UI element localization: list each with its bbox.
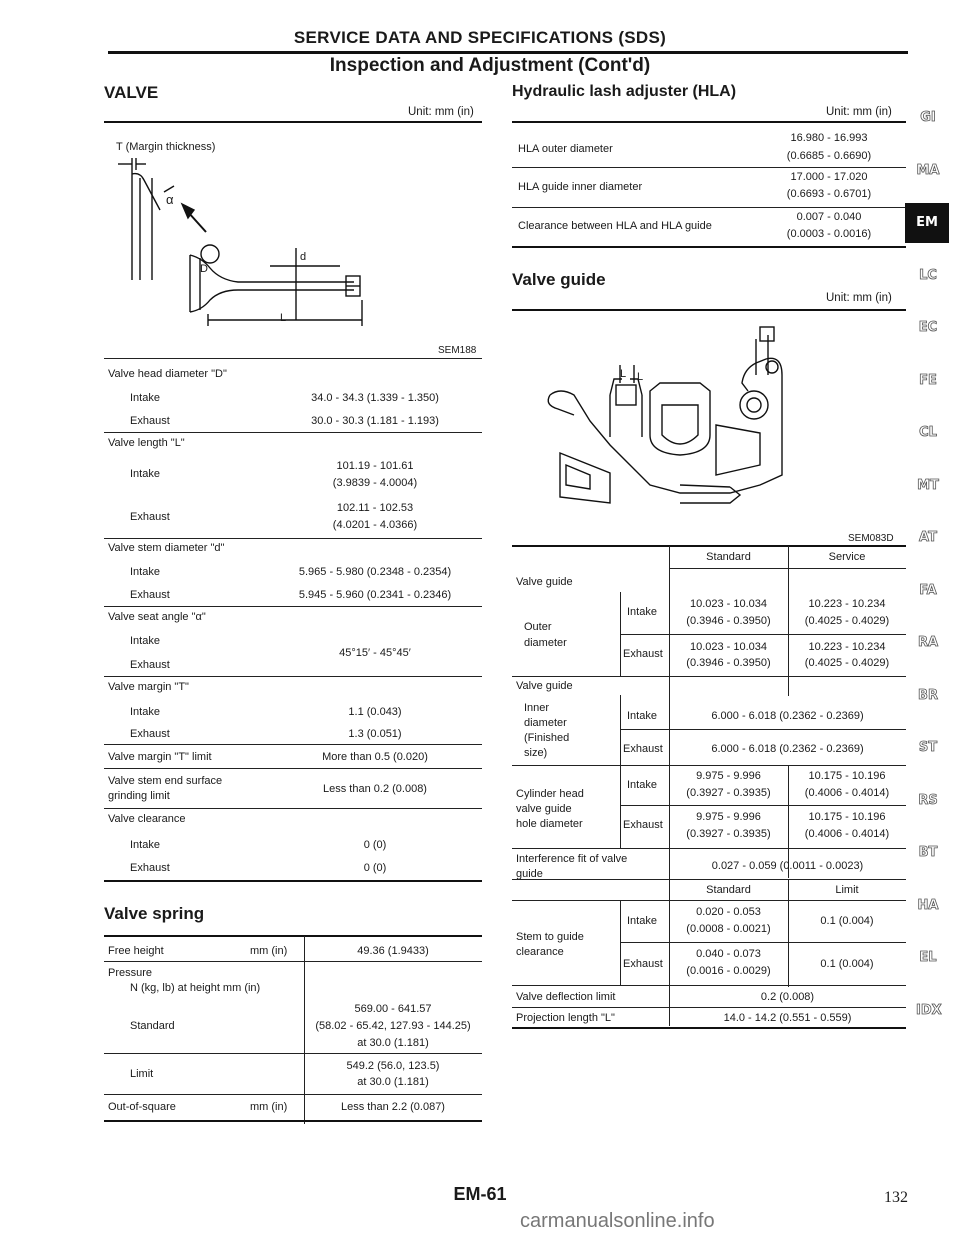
valve-head-intake-label: Intake — [130, 392, 160, 404]
valve-rule — [104, 676, 482, 677]
valve-stem-end-label1: Valve stem end surface — [108, 775, 223, 787]
vg-outer-label1: Outer — [524, 621, 552, 633]
spring-rule — [104, 961, 482, 962]
hla-outer-value1: 16.980 - 16.993 — [790, 132, 868, 144]
valve-clearance-intake-label: Intake — [130, 839, 160, 851]
vg-stem-exhaust-label: Exhaust — [623, 958, 663, 970]
valve-clearance-label: Valve clearance — [108, 813, 186, 825]
section-tab-ra[interactable]: RA — [917, 635, 939, 650]
section-tab-idx[interactable]: IDX — [916, 1002, 942, 1018]
valve-length-exhaust-value1: 102.11 - 102.53 — [336, 502, 414, 514]
vg-inner-label3: (Finished — [524, 732, 570, 744]
valve-length-intake-value2: (3.9839 - 4.0004) — [332, 477, 418, 489]
section-tab-at[interactable]: AT — [919, 530, 937, 545]
hla-guide-inner-value2: (0.6693 - 0.6701) — [786, 188, 872, 200]
spring-top-rule — [104, 935, 482, 937]
spring-standard-value2: (58.02 - 65.42, 127.93 - 144.25) — [315, 1020, 471, 1032]
vg-cyl-label3: hole diameter — [516, 818, 583, 830]
vg-inner-exhaust-label: Exhaust — [623, 743, 663, 755]
valve-stem-end-label2: grinding limit — [108, 790, 170, 802]
vg-cyl-exhaust-label: Exhaust — [623, 819, 663, 831]
valve-figure-caption: T (Margin thickness) — [116, 141, 216, 153]
valve-figure-alpha: α — [166, 192, 174, 207]
hla-outer-label: HLA outer diameter — [518, 143, 613, 155]
valve-margin-exhaust-value: 1.3 (0.051) — [348, 728, 402, 740]
header-rule — [108, 51, 908, 54]
section-tab-ec[interactable]: EC — [918, 320, 938, 335]
valve-figure-L: L — [280, 312, 287, 324]
spring-standard-value1: 569.00 - 641.57 — [354, 1003, 432, 1015]
vg-stem-col-standard: Standard — [706, 884, 751, 896]
vg-deflection-label: Valve deflection limit — [516, 991, 616, 1003]
page-code: EM-61 — [453, 1184, 507, 1204]
vg-outer-exh-srv1: 10.223 - 10.234 — [808, 641, 886, 653]
valve-stem-end-value: Less than 0.2 (0.008) — [323, 783, 427, 795]
vg-rule — [620, 805, 906, 806]
vg-outer-intake-label: Intake — [627, 606, 657, 618]
valve-length-intake-value1: 101.19 - 101.61 — [336, 460, 414, 472]
valve-diagram — [110, 150, 390, 330]
valve-seat-intake-label: Intake — [130, 635, 160, 647]
vg-header-rule — [669, 568, 906, 569]
hla-rule — [512, 167, 906, 168]
vg-inner-exhaust-value: 6.000 - 6.018 (0.2362 - 0.2369) — [711, 743, 864, 755]
vg-rule — [512, 676, 906, 677]
spring-limit-label: Limit — [130, 1068, 154, 1080]
valve-figure-rule — [104, 358, 482, 359]
vg-cyl-intake-label: Intake — [627, 779, 657, 791]
page-header-title: SERVICE DATA AND SPECIFICATIONS (SDS) — [293, 28, 667, 47]
vg-outer-intake-srv2: (0.4025 - 0.4029) — [804, 615, 890, 627]
valve-bottom-rule — [104, 880, 482, 882]
vg-cyl-exh-std1: 9.975 - 9.996 — [696, 811, 761, 823]
hla-rule — [512, 207, 906, 208]
hla-clearance-value2: (0.0003 - 0.0016) — [786, 228, 872, 240]
vg-outer-label2: diameter — [524, 637, 567, 649]
vg-col-standard: Standard — [706, 551, 751, 563]
valve-stem-exhaust-label: Exhaust — [130, 589, 170, 601]
vg-cyl-label1: Cylinder head — [516, 788, 584, 800]
valve-guide-section-title: Valve guide — [512, 270, 606, 289]
valve-figure-D: D — [200, 263, 208, 275]
vg-inner-label1: Inner — [524, 702, 550, 714]
vg-stem-col-limit: Limit — [835, 884, 859, 896]
valve-clearance-exhaust-value: 0 (0) — [363, 862, 387, 874]
spring-limit-value1: 549.2 (56.0, 123.5) — [346, 1060, 440, 1072]
section-tab-ma[interactable]: MA — [916, 162, 940, 178]
vg-subcol-cyl — [620, 765, 621, 849]
vg-projection-label: Projection length "L" — [516, 1012, 615, 1024]
valve-stem-exhaust-value: 5.945 - 5.960 (0.2341 - 0.2346) — [298, 589, 452, 601]
hla-outer-value2: (0.6685 - 0.6690) — [786, 150, 872, 162]
hla-clearance-value1: 0.007 - 0.040 — [796, 211, 862, 223]
valve-seat-exhaust-label: Exhaust — [130, 659, 170, 671]
vg-col-service: Service — [828, 551, 866, 563]
vg-projection-value: 14.0 - 14.2 (0.551 - 0.559) — [723, 1012, 852, 1024]
vg-cyl-exh-std2: (0.3927 - 0.3935) — [686, 828, 771, 840]
valve-rule — [104, 768, 482, 769]
vg-stem-intake-label: Intake — [627, 915, 657, 927]
valve-rule — [104, 538, 482, 539]
vg-outer-exh-srv2: (0.4025 - 0.4029) — [804, 657, 890, 669]
valve-stem-intake-value: 5.965 - 5.980 (0.2348 - 0.2354) — [298, 566, 452, 578]
valve-spring-section-title: Valve spring — [104, 904, 205, 923]
pressure-label: Pressure — [108, 967, 153, 979]
valve-rule — [104, 432, 482, 433]
vg-stem-exh-std2: (0.0016 - 0.0029) — [686, 965, 771, 977]
vg-cyl-exh-srv2: (0.4006 - 0.4014) — [804, 828, 890, 840]
page-header-subtitle: Inspection and Adjustment (Cont'd) — [329, 55, 651, 76]
vg-cyl-intake-srv1: 10.175 - 10.196 — [808, 770, 886, 782]
vg-stem-intake-std2: (0.0008 - 0.0021) — [686, 923, 771, 935]
vg-rule — [512, 765, 906, 766]
vg-cyl-intake-std1: 9.975 - 9.996 — [696, 770, 761, 782]
out-of-square-unit: mm (in) — [250, 1101, 288, 1113]
valve-guide-unit: Unit: mm (in) — [826, 292, 892, 304]
valve-length-exhaust-value2: (4.0201 - 4.0366) — [332, 519, 418, 531]
valve-head-exhaust-value: 30.0 - 30.3 (1.181 - 1.193) — [311, 415, 439, 427]
valve-margin-intake-value: 1.1 (0.043) — [348, 706, 402, 718]
valve-guide-diagram — [530, 325, 820, 510]
vg-cyl-intake-std2: (0.3927 - 0.3935) — [686, 787, 771, 799]
out-of-square-label: Out-of-square — [108, 1101, 176, 1113]
out-of-square-value: Less than 2.2 (0.087) — [341, 1101, 445, 1113]
valve-seat-angle-value: 45°15′ - 45°45′ — [339, 647, 411, 659]
vg-stem-intake-lim: 0.1 (0.004) — [820, 915, 874, 927]
spring-bottom-rule — [104, 1120, 482, 1122]
vg-stem-exh-lim: 0.1 (0.004) — [820, 958, 874, 970]
vg-inner-intake-label: Intake — [627, 710, 657, 722]
valve-length-label: Valve length "L" — [108, 437, 185, 449]
watermark: carmanualsonline.info — [520, 1210, 715, 1232]
vg-figure-L1: L — [620, 368, 627, 380]
vg-figure-code: SEM083D — [848, 533, 894, 544]
section-tab-em[interactable]: EM — [905, 203, 949, 243]
valve-rule — [104, 808, 482, 809]
valve-stem-diameter-label: Valve stem diameter "d" — [108, 542, 225, 554]
page-number: 132 — [884, 1189, 908, 1206]
vg-figure-L2: L — [637, 371, 644, 383]
vg-inner-intake-value: 6.000 - 6.018 (0.2362 - 0.2369) — [711, 710, 864, 722]
vg-rule — [512, 985, 906, 986]
vg-valve-guide-label: Valve guide — [516, 576, 573, 588]
valve-guide-top-rule — [512, 309, 906, 311]
vg-table-bottom-rule — [512, 1027, 906, 1029]
vg-cyl-intake-srv2: (0.4006 - 0.4014) — [804, 787, 890, 799]
vg-deflection-value: 0.2 (0.008) — [760, 991, 815, 1003]
valve-head-diameter-label: Valve head diameter "D" — [108, 368, 227, 380]
section-tab-gi[interactable]: GI — [920, 110, 936, 125]
spring-standard-value3: at 30.0 (1.181) — [357, 1037, 429, 1049]
section-tab-fe[interactable]: FE — [919, 372, 937, 388]
section-tab-ha[interactable]: HA — [917, 897, 939, 913]
section-tab-rs[interactable]: RS — [918, 792, 938, 808]
vg-table-top-rule — [512, 545, 906, 547]
section-tab-lc[interactable]: LC — [919, 267, 937, 283]
valve-margin-label: Valve margin "T" — [108, 681, 189, 693]
valve-rule — [104, 606, 482, 607]
vg-rule — [512, 848, 906, 849]
spring-standard-label: Standard — [130, 1020, 175, 1032]
valve-clearance-intake-value: 0 (0) — [363, 839, 387, 851]
spring-rule — [104, 1094, 482, 1095]
free-height-value: 49.36 (1.9433) — [357, 945, 429, 957]
vg-interference-value: 0.027 - 0.059 (0.0011 - 0.0023) — [711, 860, 864, 872]
hla-clearance-label: Clearance between HLA and HLA guide — [518, 220, 712, 232]
vg-valve-guide-label2: Valve guide — [516, 680, 573, 692]
vg-stem-label2: clearance — [516, 946, 564, 958]
vg-outer-exh-std2: (0.3946 - 0.3950) — [686, 657, 771, 669]
vg-cyl-exh-srv1: 10.175 - 10.196 — [808, 811, 886, 823]
hla-unit: Unit: mm (in) — [826, 106, 892, 118]
free-height-unit: mm (in) — [250, 945, 288, 957]
spring-rule — [104, 1053, 482, 1054]
vg-interference-label2: guide — [516, 868, 543, 880]
valve-length-intake-label: Intake — [130, 468, 160, 480]
section-tab-el[interactable]: EL — [919, 950, 937, 965]
vg-stem-label1: Stem to guide — [516, 931, 584, 943]
hla-section-title: Hydraulic lash adjuster (HLA) — [512, 83, 737, 100]
vg-subcol-inner — [620, 695, 621, 765]
valve-top-rule — [104, 121, 482, 123]
hla-top-rule — [512, 121, 906, 123]
section-tab-st[interactable]: ST — [918, 740, 938, 755]
valve-seat-angle-label: Valve seat angle "α" — [108, 611, 206, 623]
valve-rule — [104, 744, 482, 745]
vg-cyl-label2: valve guide — [516, 803, 572, 815]
vg-inner-label2: diameter — [524, 717, 567, 729]
valve-clearance-exhaust-label: Exhaust — [130, 862, 170, 874]
valve-margin-exhaust-label: Exhaust — [130, 728, 170, 740]
vg-outer-intake-std2: (0.3946 - 0.3950) — [686, 615, 771, 627]
hla-bottom-rule — [512, 246, 906, 248]
vg-stem-exh-std1: 0.040 - 0.073 — [696, 948, 761, 960]
vg-rule — [512, 900, 906, 901]
section-tab-mt[interactable]: MT — [917, 477, 939, 493]
section-tab-bt[interactable]: BT — [918, 845, 938, 860]
free-height-label: Free height — [108, 945, 164, 957]
valve-length-exhaust-label: Exhaust — [130, 511, 170, 523]
valve-margin-limit-value: More than 0.5 (0.020) — [322, 751, 428, 763]
vg-rule — [512, 1007, 906, 1008]
pressure-sublabel: N (kg, lb) at height mm (in) — [130, 982, 261, 994]
valve-head-intake-value: 34.0 - 34.3 (1.339 - 1.350) — [311, 392, 439, 404]
hla-guide-inner-label: HLA guide inner diameter — [518, 181, 643, 193]
spring-limit-value2: at 30.0 (1.181) — [357, 1076, 429, 1088]
valve-margin-limit-label: Valve margin "T" limit — [108, 751, 212, 763]
valve-margin-intake-label: Intake — [130, 706, 160, 718]
section-tab-fa[interactable]: FA — [919, 582, 937, 598]
valve-figure-code: SEM188 — [438, 345, 477, 356]
vg-outer-exhaust-label: Exhaust — [623, 648, 663, 660]
section-tab-cl[interactable]: CL — [919, 425, 937, 440]
valve-stem-intake-label: Intake — [130, 566, 160, 578]
vg-rule — [512, 879, 906, 880]
vg-rule — [620, 634, 906, 635]
vg-rule — [620, 729, 906, 730]
valve-unit: Unit: mm (in) — [408, 106, 474, 118]
vg-interference-label1: Interference fit of valve — [516, 853, 628, 865]
hla-guide-inner-value1: 17.000 - 17.020 — [790, 171, 868, 183]
vg-outer-intake-std1: 10.023 - 10.034 — [689, 598, 768, 610]
valve-head-exhaust-label: Exhaust — [130, 415, 170, 427]
valve-figure-d: d — [300, 251, 307, 263]
vg-outer-exh-std1: 10.023 - 10.034 — [689, 641, 768, 653]
vg-inner-label4: size) — [524, 747, 548, 759]
valve-section-title: VALVE — [104, 83, 159, 102]
section-tab-br[interactable]: BR — [918, 687, 938, 703]
vg-rule — [620, 942, 906, 943]
vg-outer-intake-srv1: 10.223 - 10.234 — [808, 598, 886, 610]
vg-stem-intake-std1: 0.020 - 0.053 — [696, 906, 761, 918]
